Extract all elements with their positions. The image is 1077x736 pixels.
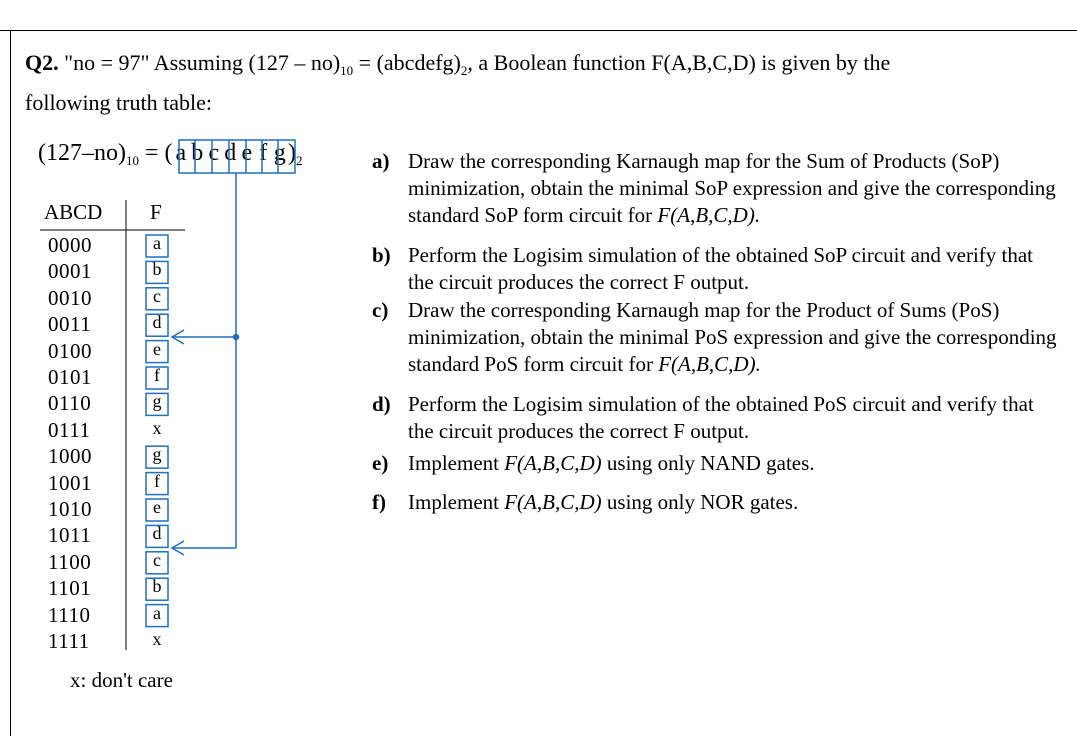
part-b-text: Perform the Logisim simulation of the obtained SoP circuit and verify that the circuit produces the correct F output.: [408, 243, 1034, 294]
row-output: d: [152, 523, 162, 544]
label-letter-a: a: [175, 140, 187, 166]
part-d-text: Perform the Logisim simulation of the obtained PoS circuit and verify that the circuit produces the correct F output.: [408, 392, 1034, 443]
row-inputs: 0010: [48, 285, 92, 310]
row-output: e: [153, 338, 161, 359]
part-c-fn: F(A,B,C,D).: [658, 352, 761, 376]
row-output: c: [153, 549, 161, 570]
row-output: d: [152, 312, 162, 333]
table-label-bin-base: 2: [296, 153, 303, 168]
row-inputs: 1000: [48, 444, 92, 469]
row-output: c: [153, 285, 161, 306]
row-inputs: 1101: [48, 576, 92, 601]
row-output: b: [152, 576, 162, 597]
row-output: f: [154, 365, 160, 385]
row-output: e: [153, 497, 161, 517]
row-inputs: 1111: [48, 629, 90, 653]
part-e-text: Implement: [408, 451, 499, 475]
frame-top-border: [0, 30, 1077, 31]
table-label-dec-base: 10: [125, 153, 139, 168]
row-output: x: [152, 417, 162, 438]
question-line-1: [25, 50, 890, 79]
row-inputs: 1001: [48, 470, 92, 495]
part-d-label: d): [372, 392, 391, 416]
frame-left-border: [10, 30, 11, 736]
part-f-text-after: using only NOR gates.: [606, 490, 799, 514]
expr-bin: (abcdefg): [376, 50, 461, 75]
expr-dec: (127 – no): [248, 50, 341, 75]
row-inputs: 0100: [48, 338, 92, 363]
row-inputs: 0011: [48, 312, 92, 337]
tt-header-output: F: [150, 200, 162, 224]
row-inputs: 1110: [48, 602, 91, 627]
label-letter-d: d: [224, 140, 237, 166]
label-letter-g: g: [273, 140, 286, 166]
part-e-label: e): [372, 451, 389, 475]
expr-eq: =: [353, 50, 377, 75]
label-letter-c: c: [208, 140, 220, 166]
row-inputs: 1011: [48, 523, 92, 548]
part-a-label: a): [372, 149, 390, 173]
part-c-label: c): [372, 298, 389, 322]
label-letter-b: b: [191, 140, 204, 166]
row-output: g: [152, 444, 162, 465]
expr-bin-base: 2: [460, 63, 468, 78]
table-label: $(127-no)_{10}$ = ( a b c d e f $g)_2$: [38, 140, 303, 168]
table-label-eq: =: [138, 140, 165, 166]
row-inputs: 0111: [48, 417, 91, 442]
row-inputs: 0000: [48, 233, 92, 257]
row-output: a: [153, 233, 161, 253]
tt-header-inputs: ABCD: [44, 200, 103, 224]
part-f-fn: F(A,B,C,D): [504, 490, 602, 514]
part-c-text: Draw the corresponding Karnaugh map for the Product of Sums (PoS) minimization, obtain the minimal PoS expression and give the corresponding standard PoS form circuit for: [408, 298, 1057, 376]
row-inputs: 0101: [48, 365, 92, 389]
row-inputs: 0001: [48, 259, 92, 284]
row-output: a: [153, 602, 161, 623]
expr-dec-base: 10: [340, 63, 354, 78]
row-output: g: [152, 391, 162, 412]
part-f-label: f): [372, 490, 386, 514]
table-label-letters: [173, 140, 289, 167]
question-line-2: following truth table:: [25, 90, 212, 115]
row-inputs: 1100: [48, 549, 92, 574]
label-letter-e: e: [241, 140, 253, 166]
row-output: f: [154, 470, 160, 491]
question-intro: "no = 97" Assuming: [64, 50, 244, 75]
label-letter-f: f: [259, 140, 268, 166]
part-b-label: b): [372, 243, 391, 267]
part-e-fn: F(A,B,C,D): [504, 451, 602, 475]
part-e-text-after: using only NAND gates.: [606, 451, 815, 475]
row-output: b: [152, 259, 162, 280]
row-output: x: [152, 629, 162, 649]
part-a-text: Draw the corresponding Karnaugh map for the Sum of Products (SoP) minimization, obtain the minimal SoP expression and give the corresponding standard SoP form circuit for: [408, 149, 1056, 227]
table-label-dec: (127–no): [38, 140, 126, 166]
dont-care-note: x: don't care: [70, 668, 173, 692]
part-a-fn: F(A,B,C,D).: [657, 203, 761, 227]
question-intro-rest: , a Boolean function F(A,B,C,D) is given by the: [467, 50, 891, 75]
row-inputs: 0110: [48, 391, 92, 416]
part-f-text: Implement: [408, 490, 499, 514]
row-inputs: 1010: [48, 497, 92, 521]
question-number: Q2.: [25, 50, 59, 75]
